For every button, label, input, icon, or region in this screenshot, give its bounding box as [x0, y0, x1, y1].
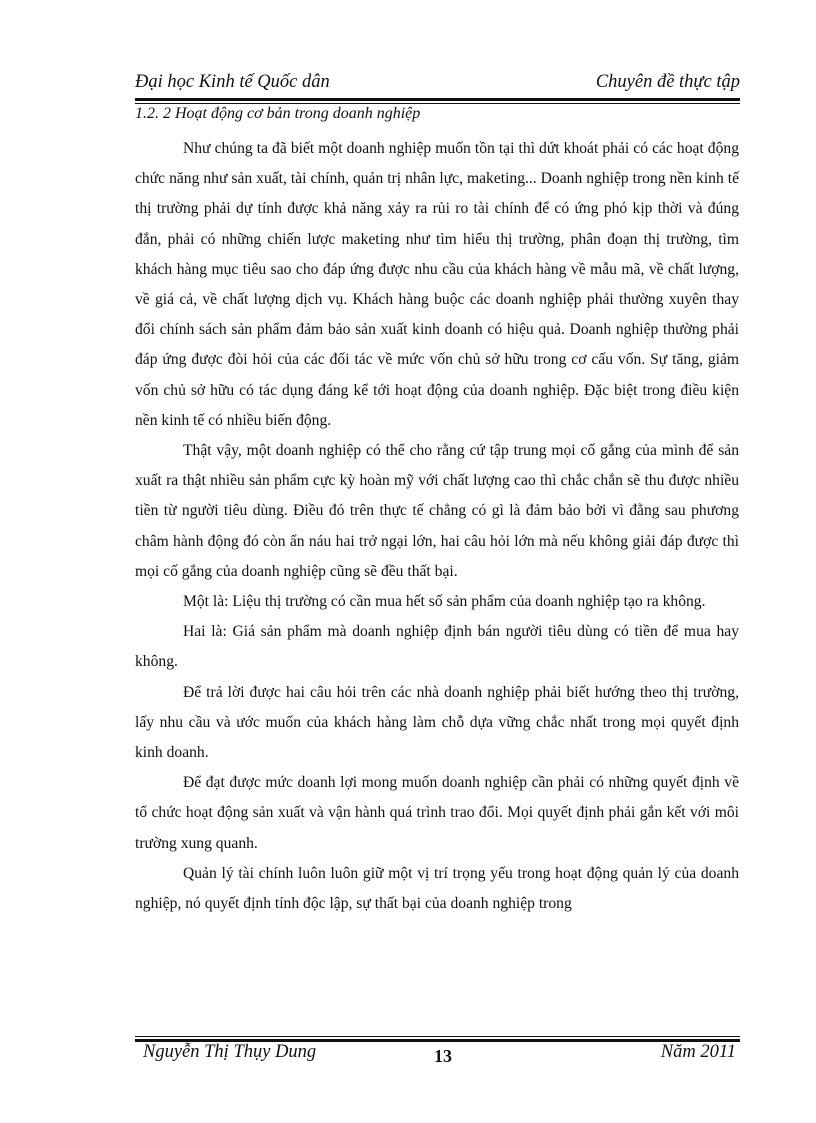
body-text: [135, 134, 739, 919]
page-header: [135, 70, 740, 98]
header-rule-thin: [135, 103, 740, 104]
section-heading: 1.2. 2 Hoạt động cơ bản trong doanh nghiệp: [135, 105, 421, 122]
header-university: Đại học Kinh tế Quốc dân: [135, 72, 330, 92]
paragraph: Quản lý tài chính luôn luôn giữ một vị trí trọng yếu trong hoạt động quản lý của doanh nghiệp, nó quyết định tính độc lập, sự thất bại của doanh nghiệp trong: [135, 864, 739, 913]
paragraph: Để đạt được mức doanh lợi mong muốn doanh nghiệp cần phải có những quyết định về tổ chức hoạt động sản xuất và vận hành quá trình trao đổi. Mọi quyết định phải gắn kết với môi trường xung quanh.: [135, 774, 739, 852]
footer-author: Nguyễn Thị Thụy Dung: [143, 1042, 317, 1062]
paragraph: Một là: Liệu thị trường có cần mua hết số sản phẩm của doanh nghiệp tạo ra không.: [183, 593, 706, 611]
paragraph: Thật vậy, một doanh nghiệp có thể cho rằng cứ tập trung mọi cố gắng của mình để sản xuất ra thật nhiều sản phẩm cực kỳ hoàn mỹ với chất lượng cao thì chắc chắn sẽ thu được nhiều tiền từ người tiêu dùng. Điều đó trên thực tế chẳng có gì là đảm bảo bởi vì đằng sau phương châm hành động đó còn ẩn náu hai trở ngại lớn, hai câu hỏi lớn mà nếu không giải đáp được thì mọi cố gắng của doanh nghiệp cũng sẽ đều thất bại.: [135, 442, 739, 580]
page-number: 13: [434, 1046, 452, 1066]
footer-year: Năm 2011: [660, 1042, 736, 1062]
paragraph: Hai là: Giá sản phẩm mà doanh nghiệp định bán người tiêu dùng có tiền để mua hay không.: [135, 623, 739, 671]
paragraph: Như chúng ta đã biết một doanh nghiệp muốn tồn tại thì dứt khoát phải có các hoạt động chức năng như sản xuất, tài chính, quản trị nhân lực, maketing... Doanh nghiệp trong nền kinh tế thị trường phải dự tính được khả năng xảy ra rủi ro tài chính để có ứng phó kịp thời và đúng đắn, phải có những chiến lược maketing như tìm hiểu thị trường, phân đoạn thị trường, tìm khách hàng mục tiêu sao cho đáp ứng được nhu cầu của khách hàng về mẫu mã, về chất lượng, về giá cả, về chất lượng dịch vụ. Khách hàng buộc các doanh nghiệp phải thường xuyên thay đổi chính sách sản phẩm đảm bảo sản xuất kinh doanh có hiệu quả. Doanh nghiệp thường phải đáp ứng được đòi hỏi của các đối tác về mức vốn chủ sở hữu trong cơ cấu vốn. Sự tăng, giảm vốn chủ sở hữu có tác dụng đáng kể tới hoạt động của doanh nghiệp. Đặc biệt trong điều kiện nền kinh tế có nhiều biến động.: [135, 140, 739, 429]
header-report-type: Chuyên đề thực tập: [595, 72, 740, 92]
footer-rule-thin: [135, 1036, 740, 1037]
header-rule-thick: [135, 98, 740, 101]
page-footer: [135, 1042, 740, 1072]
paragraph: Để trả lời được hai câu hỏi trên các nhà doanh nghiệp phải biết hướng theo thị trường, lấy nhu cầu và ước muốn của khách hàng làm chỗ dựa vững chắc nhất trong mọi quyết định kinh doanh.: [135, 683, 739, 762]
